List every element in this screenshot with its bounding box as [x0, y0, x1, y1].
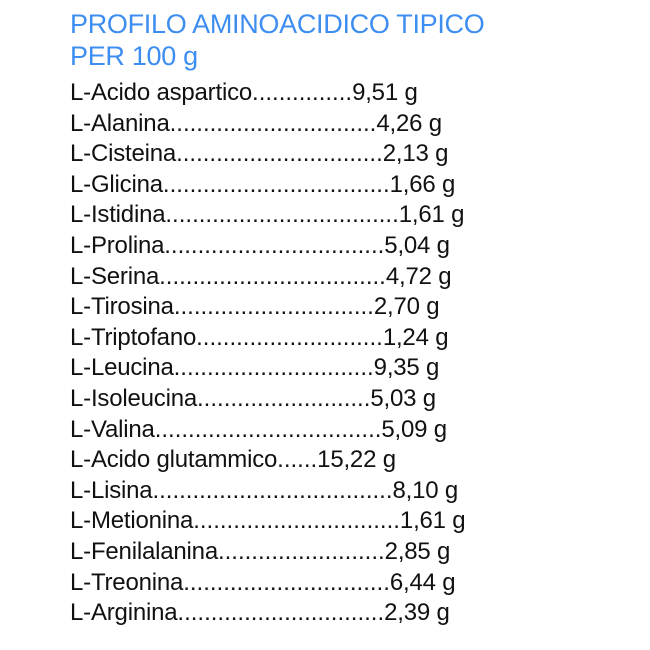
amino-acid-name: L-Glicina [70, 170, 163, 198]
amino-acid-value: 9,35 g [373, 354, 440, 382]
list-item [70, 140, 630, 171]
list-item [70, 201, 630, 232]
amino-acid-value: 1,61 g [399, 507, 466, 535]
amino-acid-name: L-Serina [70, 262, 160, 290]
amino-acid-list [70, 79, 630, 630]
amino-acid-name: L-Lisina [70, 476, 153, 504]
dot-leader: ............... [252, 79, 353, 106]
amino-acid-value: 6,44 g [389, 568, 456, 596]
amino-acid-value: 1,66 g [389, 170, 456, 198]
amino-acid-name: L-Prolina [70, 231, 165, 259]
list-item [70, 263, 630, 294]
amino-acid-value: 5,04 g [384, 231, 450, 259]
amino-acid-name: L-Acido aspartico [70, 79, 253, 106]
amino-acid-name: L-Valina [70, 415, 155, 443]
dot-leader: ............................... [177, 599, 385, 627]
list-item [70, 446, 630, 477]
list-item [70, 416, 630, 447]
amino-acid-name: L-Isoleucina [70, 384, 198, 412]
amino-acid-value: 5,09 g [381, 415, 447, 443]
amino-acid-value: 5,03 g [370, 384, 436, 412]
list-item [70, 110, 630, 141]
amino-acid-value: 8,10 g [392, 476, 459, 504]
amino-acid-value: 4,26 g [376, 109, 442, 137]
list-item [70, 385, 630, 416]
list-item [70, 324, 630, 355]
amino-acid-value: 2,85 g [384, 537, 451, 565]
profile-title [70, 8, 630, 72]
list-item [70, 599, 630, 630]
dot-leader: .................................. [159, 262, 386, 290]
amino-acid-name: L-Leucina [70, 354, 174, 382]
amino-acid-value: 1,24 g [382, 323, 449, 351]
dot-leader: ................................. [164, 231, 385, 259]
amino-acid-name: L-Istidina [70, 201, 166, 229]
list-item [70, 79, 630, 110]
list-item [70, 507, 630, 538]
list-item [70, 538, 630, 569]
dot-leader: .................................... [152, 476, 393, 504]
amino-acid-name: L-Acido glutammico [70, 446, 278, 474]
title-line-1: PROFILO AMINOACIDICO TIPICO [70, 9, 485, 39]
list-item [70, 171, 630, 202]
amino-acid-value: 2,70 g [373, 293, 440, 321]
title-line-2: PER 100 g [70, 41, 198, 71]
dot-leader: .......................... [197, 384, 371, 412]
dot-leader: .................................. [154, 415, 382, 443]
dot-leader: ............................... [193, 507, 400, 535]
dot-leader: ............................... [169, 109, 377, 137]
dot-leader: .................................. [162, 170, 390, 198]
list-item [70, 477, 630, 508]
amino-acid-name: L-Cisteina [70, 140, 177, 168]
amino-acid-name: L-Metionina [70, 507, 194, 535]
amino-acid-name: L-Treonina [70, 568, 184, 596]
dot-leader: ............................ [196, 323, 383, 351]
amino-acid-value: 1,61 g [398, 201, 465, 229]
list-item [70, 569, 630, 600]
dot-leader: .............................. [173, 354, 374, 382]
dot-leader: ............................... [176, 140, 383, 168]
dot-leader: ......................... [217, 537, 385, 565]
amino-acid-value: 15,22 g [317, 446, 396, 474]
dot-leader: .............................. [173, 293, 374, 321]
list-item [70, 293, 630, 324]
amino-acid-profile [70, 8, 630, 630]
dot-leader: ................................... [165, 201, 399, 229]
amino-acid-name: L-Arginina [70, 599, 178, 627]
dot-leader: ...... [277, 446, 318, 474]
amino-acid-value: 9,51 g [352, 79, 418, 106]
amino-acid-value: 2,39 g [384, 599, 450, 627]
amino-acid-name: L-Alanina [70, 109, 170, 137]
list-item [70, 354, 630, 385]
dot-leader: ............................... [183, 568, 390, 596]
list-item [70, 232, 630, 263]
amino-acid-value: 2,13 g [382, 140, 449, 168]
amino-acid-value: 4,72 g [385, 262, 452, 290]
amino-acid-name: L-Triptofano [70, 323, 197, 351]
amino-acid-name: L-Tirosina [70, 293, 174, 321]
amino-acid-name: L-Fenilalanina [70, 537, 218, 565]
